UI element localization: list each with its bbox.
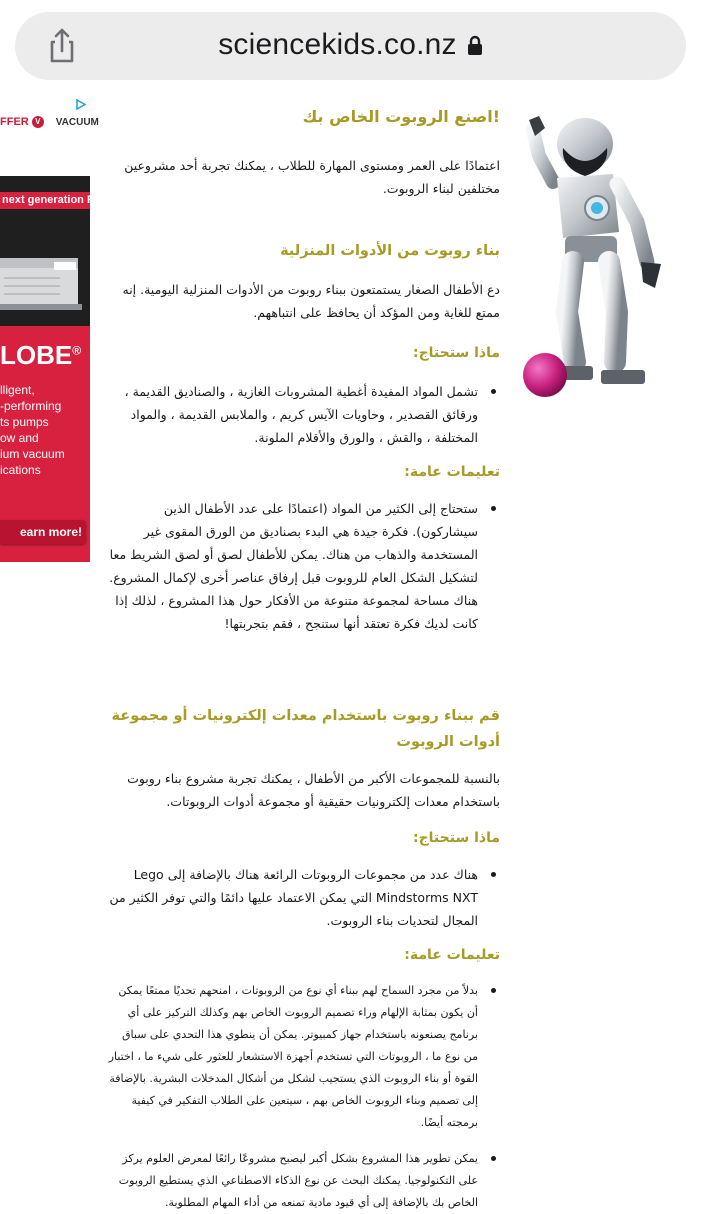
section2-text: بالنسبة للمجموعات الأكبر من الأطفال ، يمكنك تجربة مشروع بناء روبوت باستخدام معدات إلكترونيات حقيقية أو مجموعة أدوات الروبوتات.	[127, 771, 500, 809]
list-item: هناك عدد من مجموعات الروبوتات الرائعة هناك بالإضافة إلى Lego Mindstorms NXT التي يمكن الاعتماد عليها دائمًا والتي توفر الكثير من المجال لتحديات بناء الروبوت.	[108, 863, 500, 932]
advertisement[interactable]	[0, 96, 158, 562]
section1-instr-heading: تعليمات عامة:	[404, 464, 500, 480]
list-item: يمكن تطوير هذا المشروع بشكل أكبر ليصبح مشروعًا رائعًا لمعرض العلوم يركز على التكنولوجيا. يمكنك البحث عن نوع الذكاء الاصطناعي الذي يستطيع الروبوت الخاص بك بالإضافة إلى أي قيود مادية تمنعه من أداء المهام المطلوبة.	[108, 1148, 500, 1214]
list-item: بدلاً من مجرد السماح لهم ببناء أي نوع من الروبوتات ، امنحهم تحديًا ممتعًا يمكن أن يكون بمثابة الإلهام وراء تصميم الروبوت الخاص بهم وكذلك التركيز على أي برنامج يصنعونه باستخدام جهاز كمبيوتر. يمكن أن ينطوي هذا التحدي على سباق من نوع ما ، الروبوتات التي تستخدم أجهزة الاستشعار للعثور على شيء ما ، اختبار القوة أو بناء الروبوت الذي يستجيب لشكل من أشكال المدخلات البشرية. بالإضافة إلى تصميم وبناء الروبوت الخاص بهم ، سيتعين على الطلاب التفكير في كيفية برمجته أيضًا.	[108, 980, 500, 1134]
section1-text: دع الأطفال الصغار يستمتعون ببناء روبوت من الأدوات المنزلية اليومية. إنه ممتع للغاية ومن المؤكد أن يحافظ على انتباههم.	[122, 282, 500, 320]
ad-product-name: LOBE®	[0, 340, 82, 370]
list-item: ستحتاج إلى الكثير من المواد (اعتمادًا على عدد الأطفال الذين سيشاركون). فكرة جيدة هي البدء بصناديق من الورق المقوى غير المستخدمة والذهاب من هناك. يمكن للأطفال لصق أو لصق الشريط معا لتشكيل الشكل العام للروبوت قبل إرفاق عناصر أخرى لإكمال المشروع. هناك مساحة لمجموعة متنوعة من الأفكار حول هذا المشروع ، لذلك إذا كانت لديك فكرة تعتقد أنها ستنجح ، فقم بتجربتها!	[108, 497, 500, 635]
article-title: !اصنع الروبوت الخاص بك	[302, 107, 500, 126]
intro-paragraph: اعتمادًا على العمر ومستوى المهارة للطلاب ، يمكنك تجربة أحد مشروعين مختلفين لبناء الروبوت.	[124, 158, 500, 196]
lock-icon	[467, 29, 483, 49]
list-item: تشمل المواد المفيدة أغطية المشروبات الغازية ، والصناديق القديمة ، ورقائق القصدير ، وحاويات الآيس كريم ، والملابس القديمة ، والمواد المختلفة ، والقش ، والورق والأقلام الملونة.	[108, 380, 500, 449]
url-display[interactable]	[15, 28, 686, 62]
section2-heading: قم ببناء روبوت باستخدام معدات إلكترونيات أو مجموعة أدوات الروبوت	[111, 708, 500, 750]
section2-instr-heading: تعليمات عامة:	[404, 947, 500, 963]
ad-tagline: next generation Roots pumps	[0, 192, 90, 209]
section2-need-heading: ماذا ستحتاج:	[412, 830, 500, 846]
ad-brand: FFER V VACUUM	[0, 116, 99, 128]
adchoices-icon[interactable]	[74, 98, 87, 111]
ad-header	[0, 96, 99, 176]
browser-toolbar	[0, 0, 701, 92]
section1-heading: بناء روبوت من الأدوات المنزلية	[280, 243, 500, 259]
pump-machine-icon	[0, 238, 90, 318]
robot-image	[505, 112, 695, 412]
article	[108, 98, 500, 1214]
ad-learn-more-button[interactable]: earn more!	[0, 520, 86, 544]
address-bar[interactable]	[15, 12, 686, 80]
ad-copy: lligent, -performing ts pumps ow and ium vacuum ications	[0, 383, 65, 477]
section1-need-heading: ماذا ستحتاج:	[412, 345, 500, 361]
url-text: sciencekids.co.nz	[218, 28, 457, 61]
